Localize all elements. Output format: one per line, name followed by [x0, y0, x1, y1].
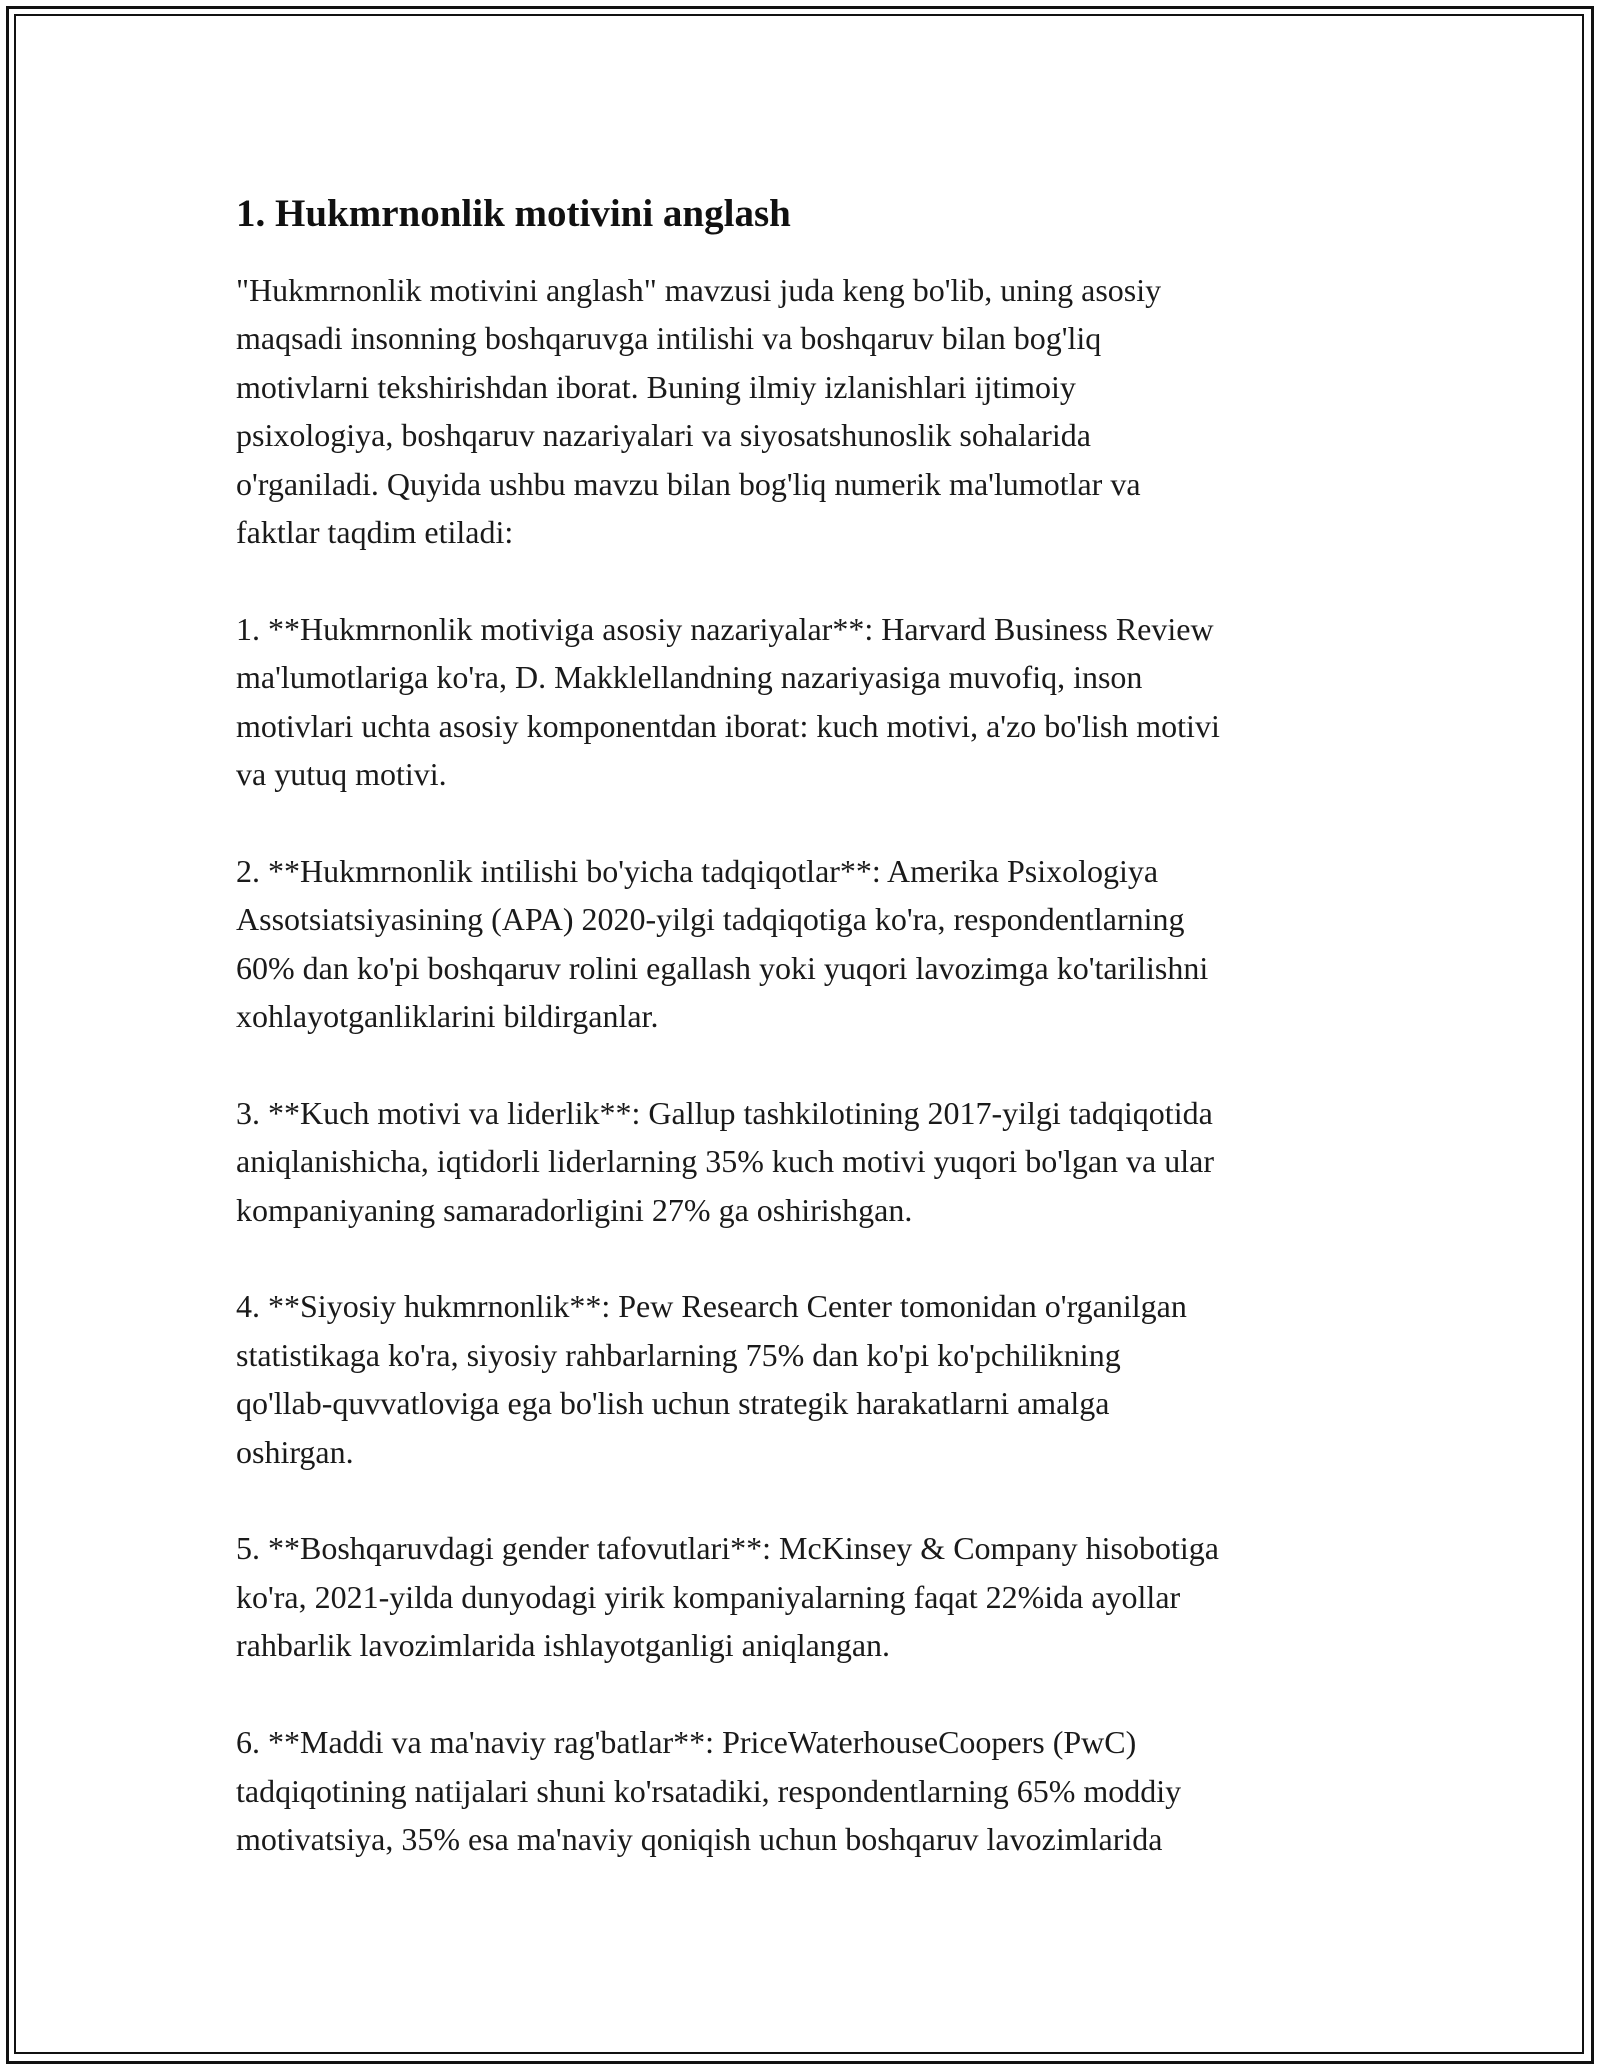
list-item-incentives: 6. **Maddi va ma'naviy rag'batlar**: PriceWaterhouseCoopers (PwC) tadqiqotining natijalari shuni ko'rsatadiki, respondentlarning 65% moddiy motivatsiya, 35% esa ma'naviy qoniqish uchun boshqaruv lavozimlarida — [236, 1724, 1182, 1857]
list-item-research: 2. **Hukmrnonlik intilishi bo'yicha tadqiqotlar**: Amerika Psixologiya Assotsiatsiyasining (APA) 2020-yilgi tadqiqotiga ko'ra, respondentlarning 60% dan ko'pi boshqaruv rolini egallash yoki yuqori lavozimga ko'tarilishni xohlayotganliklarini bildirganlar. — [236, 852, 1209, 1035]
section-heading: 1. Hukmrnonlik motivini anglash — [236, 192, 791, 235]
document-body — [236, 188, 1386, 1863]
intro-paragraph: "Hukmrnonlik motivini anglash" mavzusi juda keng bo'lib, uning asosiy maqsadi insonning boshqaruvga intilishi va boshqaruv bilan bog'liq motivlarni tekshirishdan iborat. Buning ilmiy izlanishlari ijtimoiy psixologiya, boshqaruv nazariyalari va siyosatshunoslik sohalarida o'rganiladi. Quyida ushbu mavzu bilan bog'liq numerik ma'lumotlar va faktlar taqdim etiladi: — [236, 272, 1162, 551]
list-item-political: 4. **Siyosiy hukmrnonlik**: Pew Research Center tomonidan o'rganilgan statistikaga ko'ra, siyosiy rahbarlarning 75% dan ko'pi ko'pchilikning qo'llab-quvvatloviga ega bo'lish uchun strategik harakatlarni amalga oshirgan. — [236, 1288, 1187, 1470]
list-item-gender: 5. **Boshqaruvdagi gender tafovutlari**: McKinsey & Company hisobotiga ko'ra, 2021-yilda dunyodagi yirik kompaniyalarning faqat 22%ida ayollar rahbarlik lavozimlarida ishlayotganligi aniqlangan. — [236, 1530, 1219, 1664]
list-item-theories: 1. **Hukmrnonlik motiviga asosiy nazariyalar**: Harvard Business Review ma'lumotlariga ko'ra, D. Makklellandning nazariyasiga muvofiq, inson motivlari uchta asosiy komponentdan iborat: kuch motivi, a'zo bo'lish motivi va yutuq motivi. — [236, 610, 1220, 793]
list-item-power-leadership: 3. **Kuch motivi va liderlik**: Gallup tashkilotining 2017-yilgi tadqiqotida aniqlanishicha, iqtidorli liderlarning 35% kuch motivi yuqori bo'lgan va ular kompaniyaning samaradorligini 27% ga oshirishgan. — [236, 1094, 1214, 1228]
